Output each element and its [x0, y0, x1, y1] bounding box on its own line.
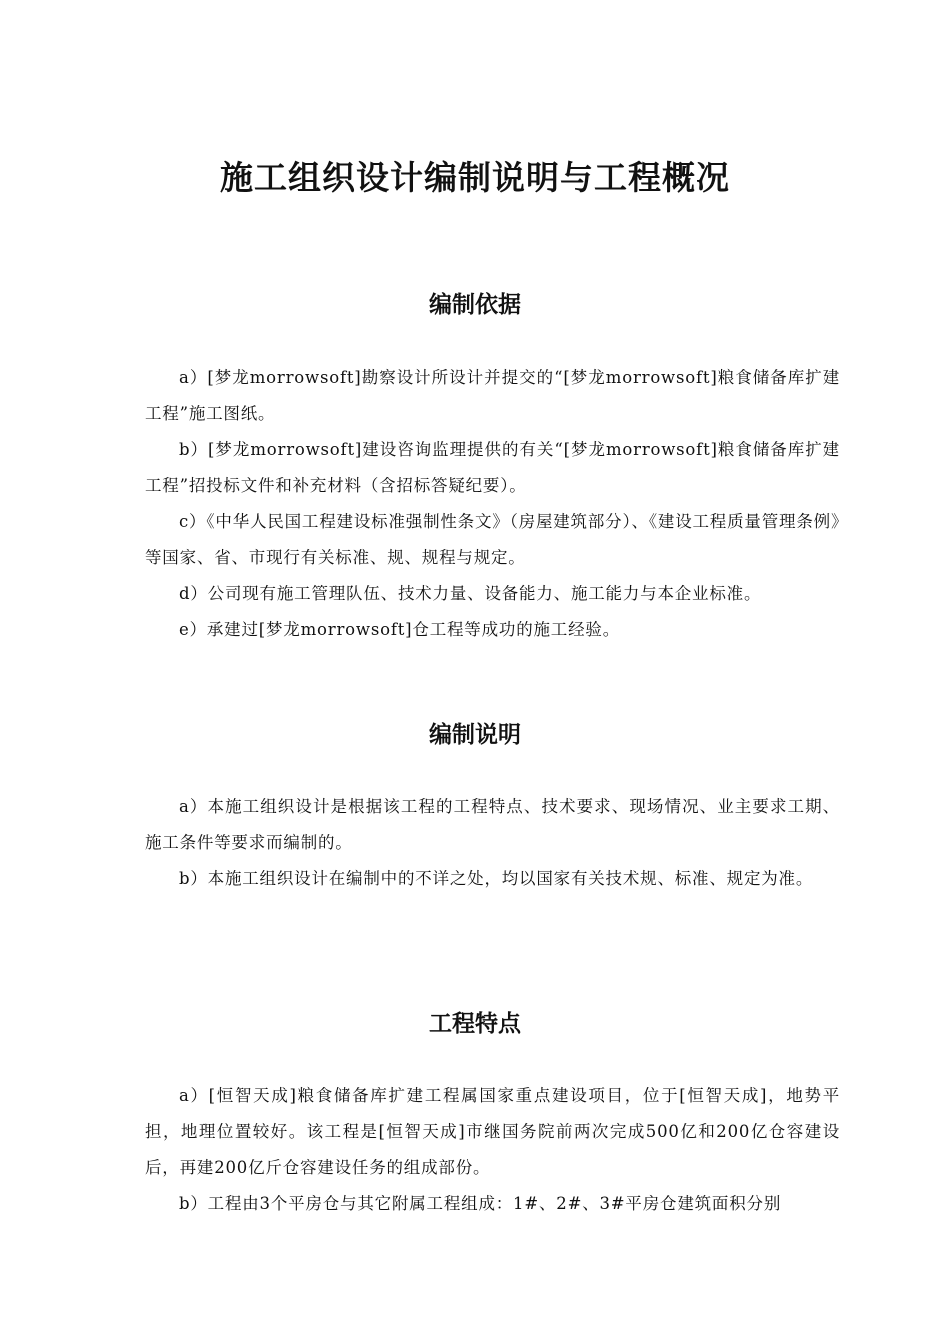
section-heading-basis: 编制依据 — [429, 292, 521, 318]
paragraph: a）[梦龙morrowsoft]勘察设计所设计并提交的“[梦龙morrowsoft]粮食储备库扩建工程”施工图纸。 — [145, 368, 840, 423]
section-heading-explanation: 编制说明 — [429, 722, 521, 748]
paragraph: e）承建过[梦龙morrowsoft]仓工程等成功的施工经验。 — [179, 620, 620, 639]
paragraph: b）本施工组织设计在编制中的不详之处，均以国家有关技术规、标准、规定为准。 — [179, 869, 814, 888]
paragraph: a）[恒智天成]粮食储备库扩建工程属国家重点建设项目，位于[恒智天成]，地势平担，地理位置较好。该工程是[恒智天成]市继国务院前两次完成500亿和200亿仓容建设后，再建200亿斤仓容建设任务的组成部份。 — [145, 1086, 840, 1177]
paragraph: b）工程由3个平房仓与其它附属工程组成：1#、2#、3#平房仓建筑面积分别 — [179, 1194, 782, 1213]
paragraph: a）本施工组织设计是根据该工程的工程特点、技术要求、现场情况、业主要求工期、施工条件等要求而编制的。 — [145, 797, 840, 852]
section-body-features — [145, 1078, 840, 1222]
section-body-basis — [145, 360, 840, 648]
paragraph: c）《中华人民国工程建设标准强制性条文》（房屋建筑部分）、《建设工程质量管理条例》等国家、省、市现行有关标准、规、规程与规定。 — [145, 512, 840, 567]
section-body-explanation — [145, 789, 840, 897]
paragraph: d）公司现有施工管理队伍、技术力量、设备能力、施工能力与本企业标准。 — [179, 584, 762, 603]
document-title: 施工组织设计编制说明与工程概况 — [220, 158, 730, 197]
section-heading-features: 工程特点 — [429, 1011, 521, 1037]
paragraph: b）[梦龙morrowsoft]建设咨询监理提供的有关“[梦龙morrowsoft]粮食储备库扩建工程”招投标文件和补充材料（含招标答疑纪要）。 — [145, 440, 840, 495]
